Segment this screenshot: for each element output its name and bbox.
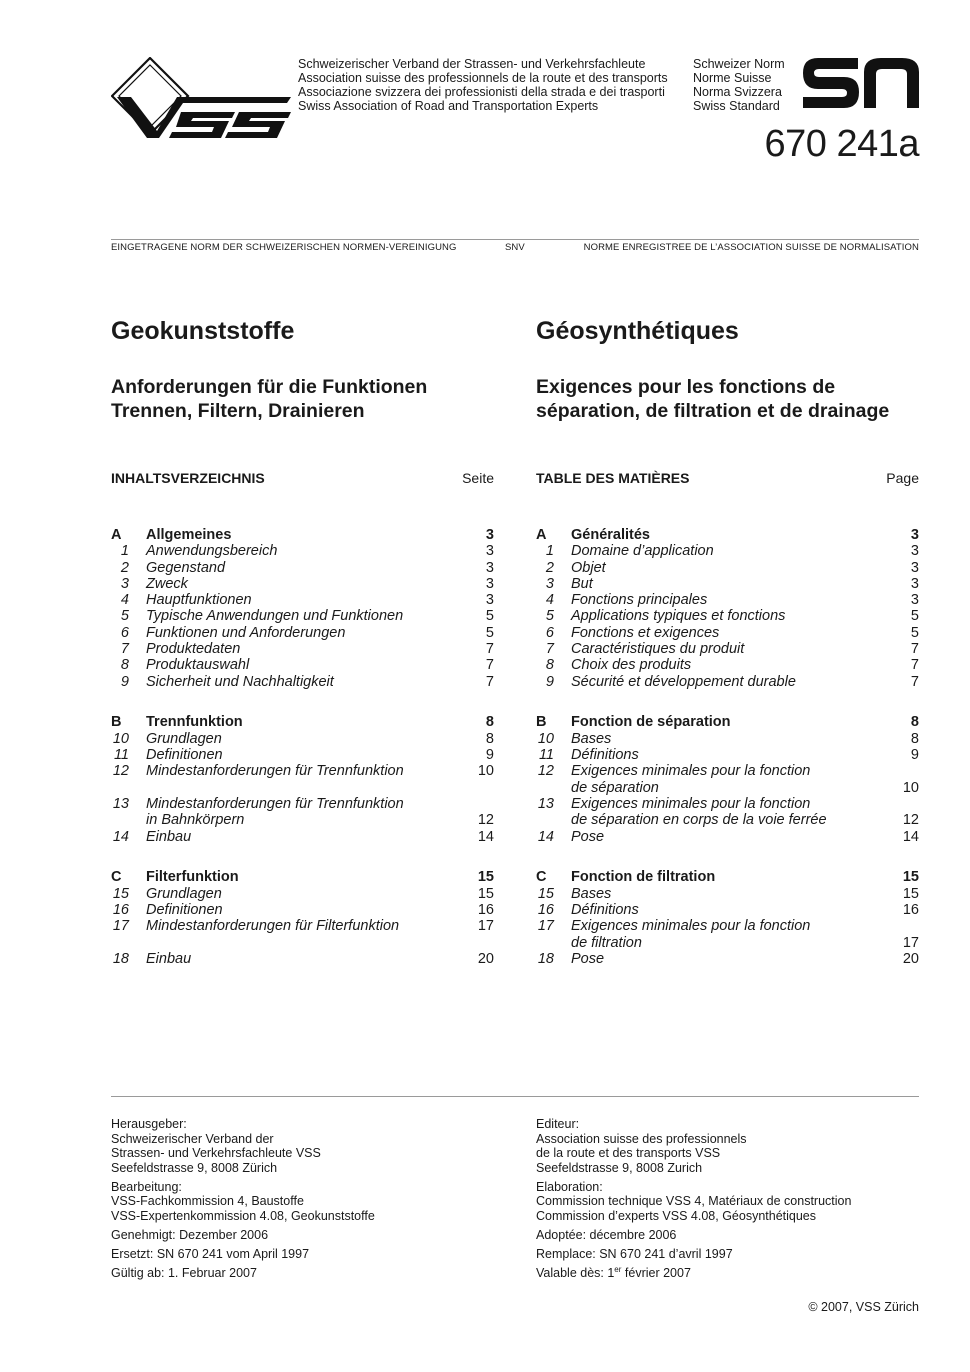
toc-label: Fonction de séparation (571, 714, 731, 731)
toc-label: Pose (571, 828, 605, 845)
toc-number: 11 (113, 747, 129, 764)
toc-item-row (536, 747, 919, 763)
toc-item-row (111, 576, 494, 592)
toc-page: 8 (910, 714, 919, 731)
toc-item-row (536, 951, 919, 967)
toc-label: Sicherheit und Nachhaltigkeit (146, 673, 334, 690)
registration-center: SNV (505, 242, 525, 253)
toc-label: Grundlagen (146, 730, 222, 747)
toc-page: 10 (477, 763, 494, 780)
toc-item-row (111, 886, 494, 902)
norm-label-fr: Norme Suisse (693, 71, 772, 85)
toc-item-row (536, 674, 919, 690)
toc-page: 8 (485, 714, 494, 731)
toc-number: 9 (120, 673, 129, 690)
org-name-en: Swiss Association of Road and Transportation Experts (298, 99, 599, 113)
footer-line: Strassen- und Verkehrsfachleute VSS (111, 1146, 321, 1160)
subtitle-de-line-1: Anforderungen für die Funktionen (111, 376, 428, 398)
norm-labels (693, 57, 785, 113)
norm-label-de: Schweizer Norm (693, 57, 785, 71)
footer-block (111, 1247, 375, 1262)
toc-section-row (536, 869, 919, 885)
toc-item-row (111, 560, 494, 576)
toc-number: 15 (537, 885, 554, 902)
toc-page: 9 (485, 747, 494, 764)
footer-line: Seefeldstrasse 9, 8008 Zürich (111, 1160, 278, 1175)
toc-page: 3 (485, 527, 494, 543)
toc-section-row (111, 527, 494, 543)
toc-label: Définitions (571, 901, 639, 918)
toc-page: 15 (902, 885, 919, 902)
toc-number: B (536, 714, 547, 731)
toc-item-row (536, 829, 919, 845)
toc-number: 6 (120, 624, 129, 641)
toc-page: 3 (910, 543, 919, 560)
footer-line: Seefeldstrasse 9, 8008 Zurich (536, 1160, 703, 1175)
toc-number: 16 (537, 901, 554, 918)
toc-list-de (111, 527, 494, 967)
toc-number: 4 (545, 592, 554, 609)
toc-gap (111, 845, 494, 870)
toc-label: Applications typiques et fonctions (571, 608, 786, 625)
footer-line: Ersetzt: SN 670 241 vom April 1997 (111, 1246, 310, 1261)
toc-number: 11 (538, 747, 554, 764)
toc-label: in Bahnkörpern (146, 812, 245, 829)
subtitle-de-line-2: Trennen, Filtern, Drainieren (111, 399, 365, 422)
toc-number: 10 (537, 730, 554, 747)
toc-number: 16 (112, 901, 129, 918)
footer-line: Gültig ab: 1. Februar 2007 (111, 1265, 257, 1280)
vss-logo-icon (111, 57, 291, 139)
sn-logo (803, 58, 919, 108)
toc-label: Bases (571, 730, 612, 747)
toc-label: Sécurité et développement durable (571, 673, 796, 690)
toc-item-row (536, 543, 919, 559)
toc-item-row (536, 902, 919, 918)
footer-block (111, 1266, 375, 1281)
footer-line: Bearbeitung: (111, 1179, 182, 1194)
toc-gap (536, 845, 919, 870)
toc-item-row (536, 576, 919, 592)
toc-number: 8 (120, 657, 129, 674)
toc-number: 3 (545, 575, 554, 592)
footer-line: Editeur: (536, 1117, 580, 1131)
toc-page: 17 (477, 918, 494, 935)
toc-number: A (536, 527, 547, 543)
toc-number: 1 (545, 543, 554, 560)
footer-line: de la route et des transports VSS (536, 1146, 721, 1160)
toc-number: 5 (545, 608, 554, 625)
footer-block (536, 1228, 851, 1243)
toc-item-row (111, 829, 494, 845)
toc-section-row (536, 714, 919, 730)
toc-number: A (111, 527, 122, 543)
toc-label: Bases (571, 885, 612, 902)
title-fr: Géosynthétiques (536, 317, 739, 345)
toc-label: Fonctions principales (571, 592, 708, 609)
toc-number: 5 (120, 608, 129, 625)
toc-page: 5 (485, 624, 494, 641)
toc-page: 12 (477, 812, 494, 829)
toc-label: Fonction de filtration (571, 869, 716, 886)
toc-label: Caractéristiques du produit (571, 641, 745, 658)
toc-item-row (111, 918, 494, 934)
toc-gap (536, 690, 919, 715)
toc-spacer (111, 780, 494, 796)
toc-label: Exigences minimales pour la fonction (571, 918, 811, 935)
norm-number: 670 241a (764, 123, 919, 165)
toc-label: Objet (571, 559, 606, 576)
toc-item-row (536, 763, 919, 779)
toc-page: 7 (485, 673, 494, 690)
toc-label: Mindestanforderungen für Trennfunktion (146, 763, 404, 780)
toc-label: de séparation (571, 779, 659, 796)
footer-line: Genehmigt: Dezember 2006 (111, 1227, 269, 1242)
toc-number: 18 (537, 950, 554, 967)
toc-number: 15 (112, 885, 129, 902)
toc-page: 8 (910, 730, 919, 747)
toc-page: 15 (477, 885, 494, 902)
toc-label: Domaine d’application (571, 543, 714, 560)
footer-line: Elaboration: (536, 1179, 603, 1194)
copyright: © 2007, VSS Zürich (808, 1300, 919, 1314)
toc-label: Pose (571, 950, 605, 967)
toc-page: 15 (477, 869, 494, 886)
footer-line: Adoptée: décembre 2006 (536, 1227, 677, 1242)
title-de: Geokunststoffe (111, 317, 295, 345)
toc-page: 10 (902, 779, 919, 796)
toc-page: 3 (910, 559, 919, 576)
toc-label: Gegenstand (146, 559, 226, 576)
toc-page: 3 (485, 592, 494, 609)
toc-page: 14 (902, 828, 919, 845)
toc-page: 3 (910, 527, 919, 543)
toc-number: 13 (112, 795, 129, 812)
valid-from-fr: Valable dès: 1er février 2007 (536, 1264, 691, 1280)
footer-line: VSS-Fachkommission 4, Baustoffe (111, 1194, 304, 1208)
toc-item-row (536, 592, 919, 608)
toc-label: Typische Anwendungen und Funktionen (146, 608, 404, 625)
toc-item-row (536, 625, 919, 641)
toc-label: Mindestanforderungen für Trennfunktion (146, 795, 404, 812)
toc-label: Hauptfunktionen (146, 592, 252, 609)
toc-label: Einbau (146, 950, 192, 967)
toc-page: 7 (485, 641, 494, 658)
toc-label: de filtration (571, 934, 642, 951)
toc-page: 3 (910, 575, 919, 592)
toc-item-row (111, 951, 494, 967)
toc-page: 17 (902, 934, 919, 951)
toc-item-row (536, 886, 919, 902)
toc-item-row (111, 902, 494, 918)
toc-item-row (111, 543, 494, 559)
toc-number: 3 (120, 575, 129, 592)
footer-line: Remplace: SN 670 241 d’avril 1997 (536, 1246, 733, 1261)
toc-number: 17 (112, 918, 129, 935)
toc-item-row (111, 747, 494, 763)
org-name-fr: Association suisse des professionnels de la route et des transports (298, 71, 668, 85)
toc-number: 8 (545, 657, 554, 674)
toc-item-row (111, 657, 494, 673)
footer-block (536, 1117, 851, 1175)
toc-page: 16 (902, 901, 919, 918)
toc-label: Zweck (146, 575, 188, 592)
toc-page: 5 (910, 624, 919, 641)
footer-de (111, 1117, 375, 1285)
toc-label: Anwendungsbereich (146, 543, 278, 560)
toc-section-row (111, 869, 494, 885)
toc-label: Grundlagen (146, 885, 222, 902)
toc-heading-de: INHALTSVERZEICHNIS (111, 470, 265, 486)
toc-item-row (536, 731, 919, 747)
toc-spacer (111, 935, 494, 951)
toc-page: 3 (485, 559, 494, 576)
toc-page: 3 (485, 575, 494, 592)
subtitle-fr (536, 376, 889, 423)
toc-item-row (536, 560, 919, 576)
toc-number: 10 (112, 730, 129, 747)
toc-gap (111, 690, 494, 715)
toc-item-row (111, 674, 494, 690)
toc-page: 14 (477, 828, 494, 845)
toc-label: Produktauswahl (146, 657, 250, 674)
footer-rule (111, 1096, 919, 1097)
toc-number: 6 (545, 624, 554, 641)
toc-label: Trennfunktion (146, 714, 243, 731)
subtitle-fr-line-1: Exigences pour les fonctions de (536, 376, 836, 398)
toc-number: 14 (112, 828, 129, 845)
toc-item-row (111, 625, 494, 641)
toc-page: 5 (485, 608, 494, 625)
toc-page: 5 (910, 608, 919, 625)
toc-number: 12 (112, 763, 129, 780)
footer-fr (536, 1117, 851, 1285)
footer-block (111, 1228, 375, 1243)
toc-number: 2 (120, 559, 129, 576)
toc-label: Filterfunktion (146, 869, 239, 886)
toc-number: 14 (537, 828, 554, 845)
toc-page: 3 (910, 592, 919, 609)
toc-label: Fonctions et exigences (571, 624, 720, 641)
footer-block (536, 1247, 851, 1262)
toc-page: 15 (902, 869, 919, 886)
toc-item-row (536, 780, 919, 796)
toc-number: 13 (537, 795, 554, 812)
toc-page: 20 (902, 950, 919, 967)
toc-item-row (111, 592, 494, 608)
organization-names (298, 57, 668, 113)
toc-item-row (536, 796, 919, 812)
toc-item-row (536, 935, 919, 951)
toc-number: 1 (120, 543, 129, 560)
toc-number: 12 (537, 763, 554, 780)
toc-number: 17 (537, 918, 554, 935)
toc-label: Choix des produits (571, 657, 692, 674)
registration-rule (111, 239, 919, 240)
toc-number: 9 (545, 673, 554, 690)
toc-section-row (536, 527, 919, 543)
norm-label-en: Swiss Standard (693, 99, 780, 113)
registration-right: NORME ENREGISTREE DE L’ASSOCIATION SUISSE DE NORMALISATION (583, 242, 919, 253)
toc-number: 18 (112, 950, 129, 967)
toc-page: 20 (477, 950, 494, 967)
toc-page-label-de: Seite (462, 470, 494, 486)
toc-page: 7 (910, 673, 919, 690)
sn-logo-icon (803, 58, 919, 108)
norm-label-it: Norma Svizzera (693, 85, 782, 99)
subtitle-de (111, 376, 427, 423)
toc-page: 3 (485, 543, 494, 560)
toc-label: Definitionen (146, 747, 223, 764)
toc-item-row (111, 763, 494, 779)
toc-item-row (111, 812, 494, 828)
toc-page: 8 (485, 730, 494, 747)
toc-label: Allgemeines (146, 527, 232, 543)
toc-number: 7 (545, 641, 554, 658)
toc-item-row (536, 812, 919, 828)
toc-section-row (111, 714, 494, 730)
toc-label: Produktedaten (146, 641, 241, 658)
subtitle-fr-line-2: séparation, de filtration et de drainage (536, 399, 890, 422)
toc-item-row (536, 641, 919, 657)
toc-item-row (536, 657, 919, 673)
toc-list-fr (536, 527, 919, 967)
toc-page-label-fr: Page (886, 470, 919, 486)
vss-logo (111, 57, 291, 139)
toc-label: Mindestanforderungen für Filterfunktion (146, 918, 400, 935)
toc-page: 16 (477, 901, 494, 918)
footer-line: Commission d’experts VSS 4.08, Géosynthétiques (536, 1208, 816, 1223)
toc-number: B (111, 714, 122, 731)
toc-item-row (111, 641, 494, 657)
toc-page: 7 (910, 657, 919, 674)
toc-label: Exigences minimales pour la fonction (571, 763, 811, 780)
toc-page: 7 (485, 657, 494, 674)
toc-label: But (571, 575, 593, 592)
footer-line: VSS-Expertenkommission 4.08, Geokunststoffe (111, 1208, 375, 1223)
toc-item-row (536, 608, 919, 624)
footer-line: Schweizerischer Verband der (111, 1131, 274, 1146)
footer-line: Herausgeber: (111, 1117, 187, 1131)
org-name-de: Schweizerischer Verband der Strassen- und Verkehrsfachleute (298, 57, 646, 71)
toc-label: de séparation en corps de la voie ferrée (571, 812, 827, 829)
toc-page: 9 (910, 747, 919, 764)
toc-item-row (111, 608, 494, 624)
footer-line: Commission technique VSS 4, Matériaux de construction (536, 1194, 852, 1208)
toc-item-row (111, 731, 494, 747)
org-name-it: Associazione svizzera dei professionisti della strada e dei trasporti (298, 85, 665, 99)
toc-page: 7 (910, 641, 919, 658)
toc-number: C (111, 869, 122, 886)
toc-page: 12 (902, 812, 919, 829)
footer-block (111, 1117, 375, 1175)
toc-item-row (536, 918, 919, 934)
footer-block (111, 1180, 375, 1224)
footer-line: Association suisse des professionnels (536, 1131, 747, 1146)
toc-number: 4 (120, 592, 129, 609)
toc-label: Funktionen und Anforderungen (146, 624, 346, 641)
toc-number: 2 (545, 559, 554, 576)
registration-left: EINGETRAGENE NORM DER SCHWEIZERISCHEN NORMEN-VEREINIGUNG (111, 242, 457, 253)
toc-label: Définitions (571, 747, 639, 764)
footer-block (536, 1180, 851, 1224)
toc-label: Exigences minimales pour la fonction (571, 795, 811, 812)
toc-heading-fr: TABLE DES MATIÈRES (536, 470, 690, 486)
toc-number: 7 (120, 641, 129, 658)
toc-item-row (111, 796, 494, 812)
toc-label: Einbau (146, 828, 192, 845)
toc-label: Definitionen (146, 901, 223, 918)
toc-label: Généralités (571, 527, 650, 543)
toc-number: C (536, 869, 547, 886)
